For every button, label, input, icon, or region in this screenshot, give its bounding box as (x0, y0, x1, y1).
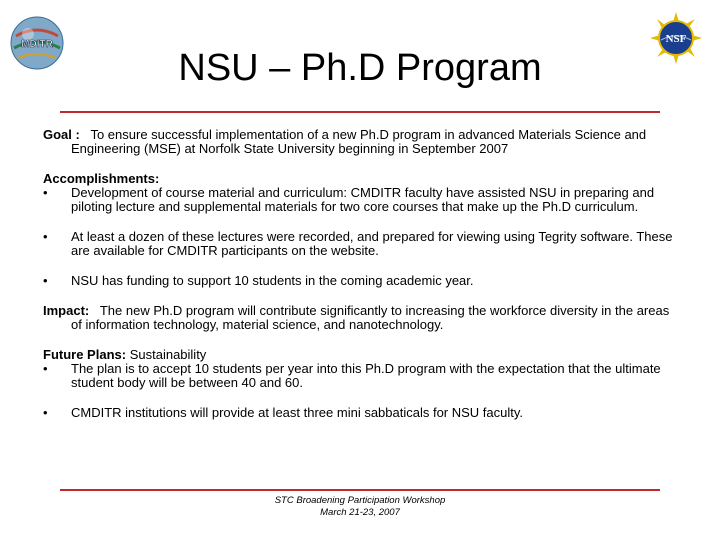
svg-text:NSF: NSF (665, 33, 687, 45)
accomplishment-text: Development of course material and curriculum: CMDITR faculty have assisted NSU in preparing and piloting lecture and supplemental materials for two core courses that make up the Ph.D curriculum. (71, 185, 655, 214)
future-plans-label: Future Plans: (43, 347, 127, 362)
accomplishment-text: At least a dozen of these lectures were recorded, and prepared for viewing using Tegrity software. These are available for CMDITR participants on the website. (71, 229, 673, 258)
list-item (43, 186, 683, 214)
future-plans-subtitle: Sustainability (129, 347, 207, 362)
footer (0, 495, 720, 519)
title-divider (60, 111, 660, 113)
svg-text:MDITR: MDITR (21, 39, 53, 50)
footer-event: STC Broadening Participation Workshop (274, 495, 446, 506)
list-item (43, 274, 683, 288)
goal-label: Goal : (43, 127, 80, 142)
bullet-icon: • (43, 229, 48, 244)
footer-divider (60, 489, 660, 491)
goal-section (43, 128, 683, 156)
impact-section (43, 304, 683, 332)
slide-body (43, 128, 683, 420)
accomplishments-label: Accomplishments: (43, 171, 160, 186)
future-plan-text: CMDITR institutions will provide at least three mini sabbaticals for NSU faculty. (71, 405, 524, 420)
bullet-icon: • (43, 185, 48, 200)
accomplishment-text: NSU has funding to support 10 students in the coming academic year. (71, 273, 474, 288)
future-plans-heading (43, 348, 683, 362)
bullet-icon: • (43, 361, 48, 376)
footer-date: March 21-23, 2007 (320, 507, 400, 518)
list-item (43, 230, 683, 258)
bullet-icon: • (43, 273, 48, 288)
page-title: NSU – Ph.D Program (178, 47, 542, 89)
list-item (43, 406, 683, 420)
list-item (43, 362, 683, 390)
impact-label: Impact: (43, 303, 90, 318)
bullet-icon: • (43, 405, 48, 420)
future-plan-text: The plan is to accept 10 students per year into this Ph.D program with the expectation that the ultimate student body will be between 40 and 60. (71, 361, 661, 390)
goal-text: To ensure successful implementation of a new Ph.D program in advanced Materials Science and Engineering (MSE) at Norfolk State University beginning in September 2007 (71, 127, 647, 156)
impact-text: The new Ph.D program will contribute significantly to increasing the workforce diversity in the areas of information technology, material science, and nanotechnology. (71, 303, 670, 332)
